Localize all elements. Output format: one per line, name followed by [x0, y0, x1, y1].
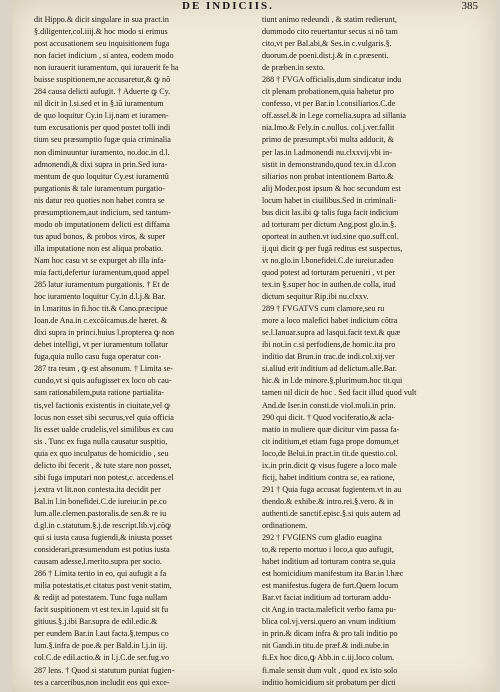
right-column-line: dummodo cito reuertantur secus si nō tam: [262, 27, 398, 37]
left-column-line: purgationis & tale iuramentum purgatio-: [34, 183, 165, 193]
left-column-line: tus apud bonos, & probos viros, & super: [34, 231, 166, 241]
left-column-line: 286 † Limita tertio in eo, qui aufugit a fa: [34, 569, 167, 579]
left-column-line: dit Hippo.& dicit singulare in sua pract.in: [34, 15, 169, 24]
right-column-line: 288 † FVGA officialis,dum sindicatur indu: [262, 75, 402, 85]
right-column-line: est homicidium manifestum ita Bar.in l.hæc: [262, 569, 404, 579]
right-column-line: locum habet in ciuilibus.Sed in criminali-: [262, 195, 397, 205]
right-column-line: ix.in prin.dicit ꝙ visus fugere a loco male: [262, 460, 397, 470]
left-column-line: per eundem Bar.in l.aut facta.§.tempus co: [34, 629, 169, 639]
right-column-line: 290 qui dicit. † Quod vociferatio,& acla-: [262, 412, 395, 422]
left-column-line: qui si iusta causa fugiendi,& iniusta posset: [34, 533, 173, 543]
left-column-line: §.diligenter,col.iiij.& hoc modo si erimus: [34, 27, 168, 37]
left-column-line: fuga,quia nullo casu fuga operatur con-: [34, 352, 162, 362]
right-column-line: primo de præsumpt.vbi multa adducit, &: [262, 135, 394, 145]
left-column-line: tum excusationis per quod postet tolli indi: [34, 123, 171, 133]
left-column-line: & redijt ad potestatem. Tunc fuga nullam: [34, 593, 168, 603]
left-column-line: col.C.de edil.actio.& in l.j.C.de ser.fug.vo: [34, 653, 170, 663]
right-column-line: cit inditium,et etiam fuga prope domum,et: [262, 436, 399, 446]
left-column-line: delicto ibi fecerit , & tute stare non posset,: [34, 460, 172, 470]
right-column-line: confesso, vt per Bar.in l.consiliarios.C.de: [262, 99, 396, 109]
left-column-line: buisse suspitionem,ne accusaretur,& ꝙ nō: [34, 75, 171, 85]
left-column-line: non faciet indicium , si antea, eodem modo: [34, 51, 174, 61]
left-column-line: in l.maritus in fi.hoc tit.& Cano.præcipue: [34, 304, 168, 314]
right-column-line: ficij, habet inditium contra se, ea ratione,: [262, 472, 395, 482]
left-column-line: j.extra vt lit.non contesta.ita decidit per: [34, 484, 161, 494]
left-column-line: mentum de quo loquitur Cy.est iuramentū: [34, 171, 169, 181]
right-column-line: quod potest ad torturam perueniri , vt per: [262, 267, 396, 277]
right-column-line: si.aliud erit inditium ad delictum.alle.Bar.: [262, 364, 397, 374]
right-column-line: est manifestus.fugera de furt.Quem locum: [262, 581, 399, 591]
right-column-line: more a loco malefici habet indicium cōtra: [262, 316, 398, 326]
left-column: [34, 14, 248, 689]
left-column-line: Nam hoc casu vt se expurget ab illa infa-: [34, 255, 167, 265]
left-column-line: dixi supra in princi.huius l.propterea ꝙ non: [34, 328, 175, 338]
right-column-line: per las.in l.admonendi nu.clxxvij.vbi in-: [262, 147, 392, 157]
right-column-line: habet inditium ad torturam contra se,quia: [262, 557, 396, 567]
right-column-line: hic.& in l.de minore.§.plurimum.hoc tit.qui: [262, 376, 403, 386]
right-column-line: ordinationem.: [262, 520, 308, 530]
left-column-line: modo ob imputationem delicti est diffama: [34, 219, 170, 229]
left-column-line: hoc iuramento loquitur Cy.in d.l.j.& Bar.: [34, 292, 166, 302]
left-column-line: Bal.in l.in bonefidei.C.de iureiur.in pe.co: [34, 496, 167, 506]
right-column-line: tiunt animo redeundi , & statim redierunt,: [262, 15, 397, 24]
left-column-line: lis esset ualde crudelis,vel similibus ex cau: [34, 424, 174, 434]
right-column-line: in prin.& dicam infra & pro tali inditio po: [262, 629, 398, 639]
left-column-line: non diminuuntur iuramento, no.doc.in d.l.: [34, 147, 170, 157]
right-column-line: nia.Imo.& Fely.in c.nullus. col.j.ver.fallit: [262, 123, 395, 133]
right-column-line: 291 † Quia fuga accusat fugientem.vt in au: [262, 484, 402, 494]
right-column-line: bus dicit las.ibi ꝙ talis fuga facit indicium: [262, 207, 399, 217]
left-column-line: facit suspitionem vt est tex.in l.quid sit fu: [34, 605, 169, 615]
left-column-line: sis . Tunc ex fuga nulla causatur suspitio,: [34, 436, 168, 446]
left-column-line: sam rationabilem,puta ratione partialita-: [34, 388, 164, 398]
right-column-line: blica col.vj.versi.quero an vnum inditium: [262, 617, 396, 627]
left-column-line: lum.§.infra de poe.& per Bald.in l.j.in iij.: [34, 641, 168, 651]
left-column-line: locus non esset sibi securus,vel quia officia: [34, 412, 174, 422]
right-column-line: matio in muliere quæ dicitur vim passa fa-: [262, 424, 400, 434]
right-column-line: inditio homicidium sit probatum per dicti: [262, 677, 396, 687]
left-column-line: Ioan.de Ana.in c.excōicamus.de hæret. &: [34, 316, 168, 326]
right-column-line: to,& reperto mortuo i loco,a quo aufugit,: [262, 545, 394, 555]
left-column-line: lum.alle.clemen.pastoralis.de sen.& re iu: [34, 508, 167, 518]
right-column-line: fi.Ex hoc dico,ꝙ Abb.in c.iij.loco colum.: [262, 653, 395, 663]
right-column-line: oporteat in authen.vt iud.sine quo.suff.col.: [262, 231, 399, 241]
left-column-line: quia ex quo inculpatus de homicidio , seu: [34, 448, 169, 458]
right-column-line: ibi not.in c.si perfodiens,de homic.ita pro: [262, 340, 396, 350]
left-column-line: cundo,vt si quis aufugisset ex loco ob cau-: [34, 376, 172, 386]
left-column-line: 284 causa delicti aufugit. † Aduerte ꝙ Cy.: [34, 87, 171, 97]
right-column-line: loco,de Belui.in pract.in tit.de questio.col.: [262, 448, 398, 458]
left-column-line: 287 lens. † Quod si statutum puniat fugien-: [34, 665, 175, 675]
right-column-line: 289 † FVGATVS cum clamore,seu ru: [262, 304, 385, 314]
left-column-line: post accusationem seu inquisitionem fuga: [34, 39, 170, 49]
right-column-line: 292 † FVGIENS cum gladio euagina: [262, 533, 382, 543]
left-column-line: gitiuus.§.j.ibi Bar.supra de edil.edic.&: [34, 617, 158, 627]
left-column-line: mia facti,defertur iuramentum,quod appel: [34, 267, 170, 277]
left-column-line: milia potestatis,et citatus post venit statim,: [34, 581, 172, 591]
left-column-line: debet intelligi, vt per iuramentum tollatur: [34, 340, 168, 350]
right-column-line: authenti.de sanctif.episc.§.si quis autem ad: [262, 508, 401, 518]
right-column-line: de præben.in sexto.: [262, 63, 325, 73]
left-column-line: præsumptionem,aut indicium, sed tantum-: [34, 207, 171, 217]
right-column-line: tex.in §.super hoc in authen.de colla, itud: [262, 280, 396, 290]
right-column-line: ij.qui dicit ꝙ per fugā reditus est suspectus,: [262, 243, 403, 253]
left-column-line: 287 tra reum , ꝙ est absonum. † Limita se-: [34, 364, 173, 374]
left-column-line: tis,vel factionis existentis in ciuitate,vel ꝙ: [34, 400, 171, 410]
left-column-line: 285 latur iuramentum purgationis. † Et de: [34, 280, 170, 290]
right-column-line: nit Gandi.in titu.de præf.& indi.nube.in: [262, 641, 390, 651]
right-column: [262, 14, 470, 689]
page-number: 385: [461, 0, 478, 12]
right-column-line: siliarios non probat intentionem Barto.&: [262, 171, 394, 181]
right-column-line: duorum.de poeni.dist.j.& in c.præsenti.: [262, 51, 389, 61]
right-column-line: fi.male sensit dum vult , quod ex isto solo: [262, 665, 398, 675]
left-column-line: non iurauerit iuramentum, qui iurauerit fe ha: [34, 63, 179, 73]
left-column-line: de quo loquitur Cy.in l.ij.nam et iuramen-: [34, 111, 169, 121]
left-column-line: tium seu præsumptio fugæ quia criminalia: [34, 135, 171, 145]
running-title: DE INDICIIS.: [182, 0, 274, 12]
right-column-line: off.assel.& in l.ege cornelia.supra ad sillania: [262, 111, 406, 121]
left-column-line: d.gl.in c.statutum.§.j.de rescript.lib.vj.cōꝙ: [34, 520, 172, 530]
left-column-line: illa imputatione non est aliqua probatio.: [34, 243, 164, 253]
left-column-line: nis datur reo quoties non habet contra se: [34, 195, 165, 205]
right-column-line: alij Moder.post ipsum & hoc secundum est: [262, 183, 401, 193]
left-column-line: causam adesse,l.merito.supra per socio.: [34, 557, 162, 567]
right-column-line: And.de Iser.in consti.de viol.muli.in prin.: [262, 400, 396, 410]
right-column-line: se.l.Ianuar.supra ad lasqui.facit text.& quæ: [262, 328, 401, 338]
left-column-line: nil dicit in l.si.sed et in §.iū iuramentum: [34, 99, 164, 109]
right-column-line: vt no.glo.in l.bonefidei.C.de iureiur.adeo: [262, 255, 394, 265]
right-column-line: thendo.& exhibe.& intro.rei.§.vero. & in: [262, 496, 394, 506]
left-column-line: admonendi,& dixi supra in prin.Sed iura-: [34, 159, 168, 169]
right-column-line: cito,vt per Bal.abi,& Ses.in c.vulgaris.§.: [262, 39, 392, 49]
left-column-line: sibi fuga imputari non potest,c. accedens.el: [34, 472, 174, 482]
right-column-line: inditio dat Brun.in trac.de indi.col.xij.ver: [262, 352, 395, 362]
right-column-line: sistit in demonstrando,quod tex.in d.l.con: [262, 159, 396, 169]
right-column-line: tamen nil dicit de hoc . Sed facit illud quod vult: [262, 388, 417, 398]
right-column-line: Bar.vt faciat inditium ad torturam addu-: [262, 593, 392, 603]
left-column-line: considerari,præsumendum est potius iusta: [34, 545, 170, 555]
right-column-line: cit Ang.in tracta.maleficit verbo fama pu-: [262, 605, 397, 615]
left-column-line: tes a carceribus,non includit eos qui exce-: [34, 677, 170, 687]
right-column-line: cit plenam probationem,quia habetur pro: [262, 87, 394, 97]
right-column-line: ad torturam per dictum Ang.post glo.in.§.: [262, 219, 397, 229]
right-column-line: dictum sequitur Rip.ibi nu.clxxv.: [262, 292, 369, 302]
